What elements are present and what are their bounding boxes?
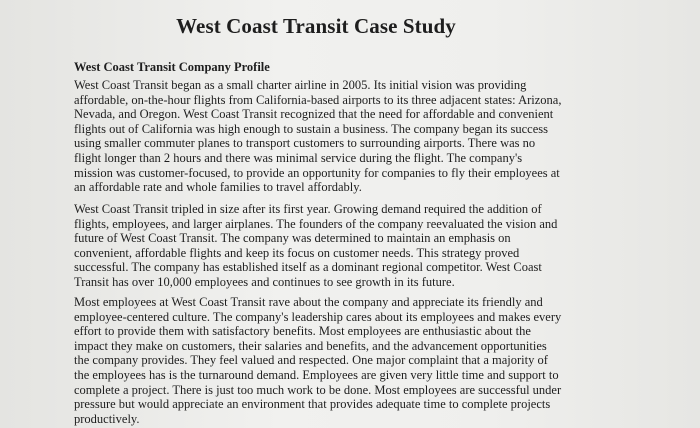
paragraph-company-growth: West Coast Transit tripled in size after its first year. Growing demand required the addition of flights, employees, and larger airplanes. The founders of the company reevaluated the vision and future of West Coast Transit. The company was determined to maintain an emphasis on convenient, affordable flights and keep its focus on customer needs. This strategy proved successful. The company has established itself as a dominant regional competitor. West Coast Transit has over 10,000 employees and continues to see growth in its future.: [74, 202, 558, 289]
section-heading: West Coast Transit Company Profile: [74, 60, 270, 74]
document-title: West Coast Transit Case Study: [176, 14, 456, 38]
paragraph-employee-culture: Most employees at West Coast Transit rave about the company and appreciate its friendly and employee-centered culture. The company's leadership cares about its employees and makes every effort to provide them with satisfactory benefits. Most employees are enthusiastic about the impact they make on customers, their salaries and benefits, and the advancement opportunities the company provides. They feel valued and respected. One major complaint that a majority of the employees has is the turnaround demand. Employees are given very little time and support to complete a project. There is just too much work to be done. Most employees are successful under pressure but would appreciate an environment that provides adequate time to complete projects productively.: [74, 295, 562, 426]
paragraph-company-origins: West Coast Transit began as a small charter airline in 2005. Its initial vision was providing affordable, on-the-hour flights from California-based airports to its three adjacent states: Arizona, Nevada, and Oregon. West Coast Transit recognized that the need for affordable and convenient flights out of California was high enough to sustain a business. The company began its success using smaller commuter planes to transport customers to surrounding airports. There was no flight longer than 2 hours and there was minimal service during the flight. The company's mission was customer-focused, to provide an opportunity for companies to fly their employees at an affordable rate and whole families to travel affordably.: [74, 78, 562, 195]
